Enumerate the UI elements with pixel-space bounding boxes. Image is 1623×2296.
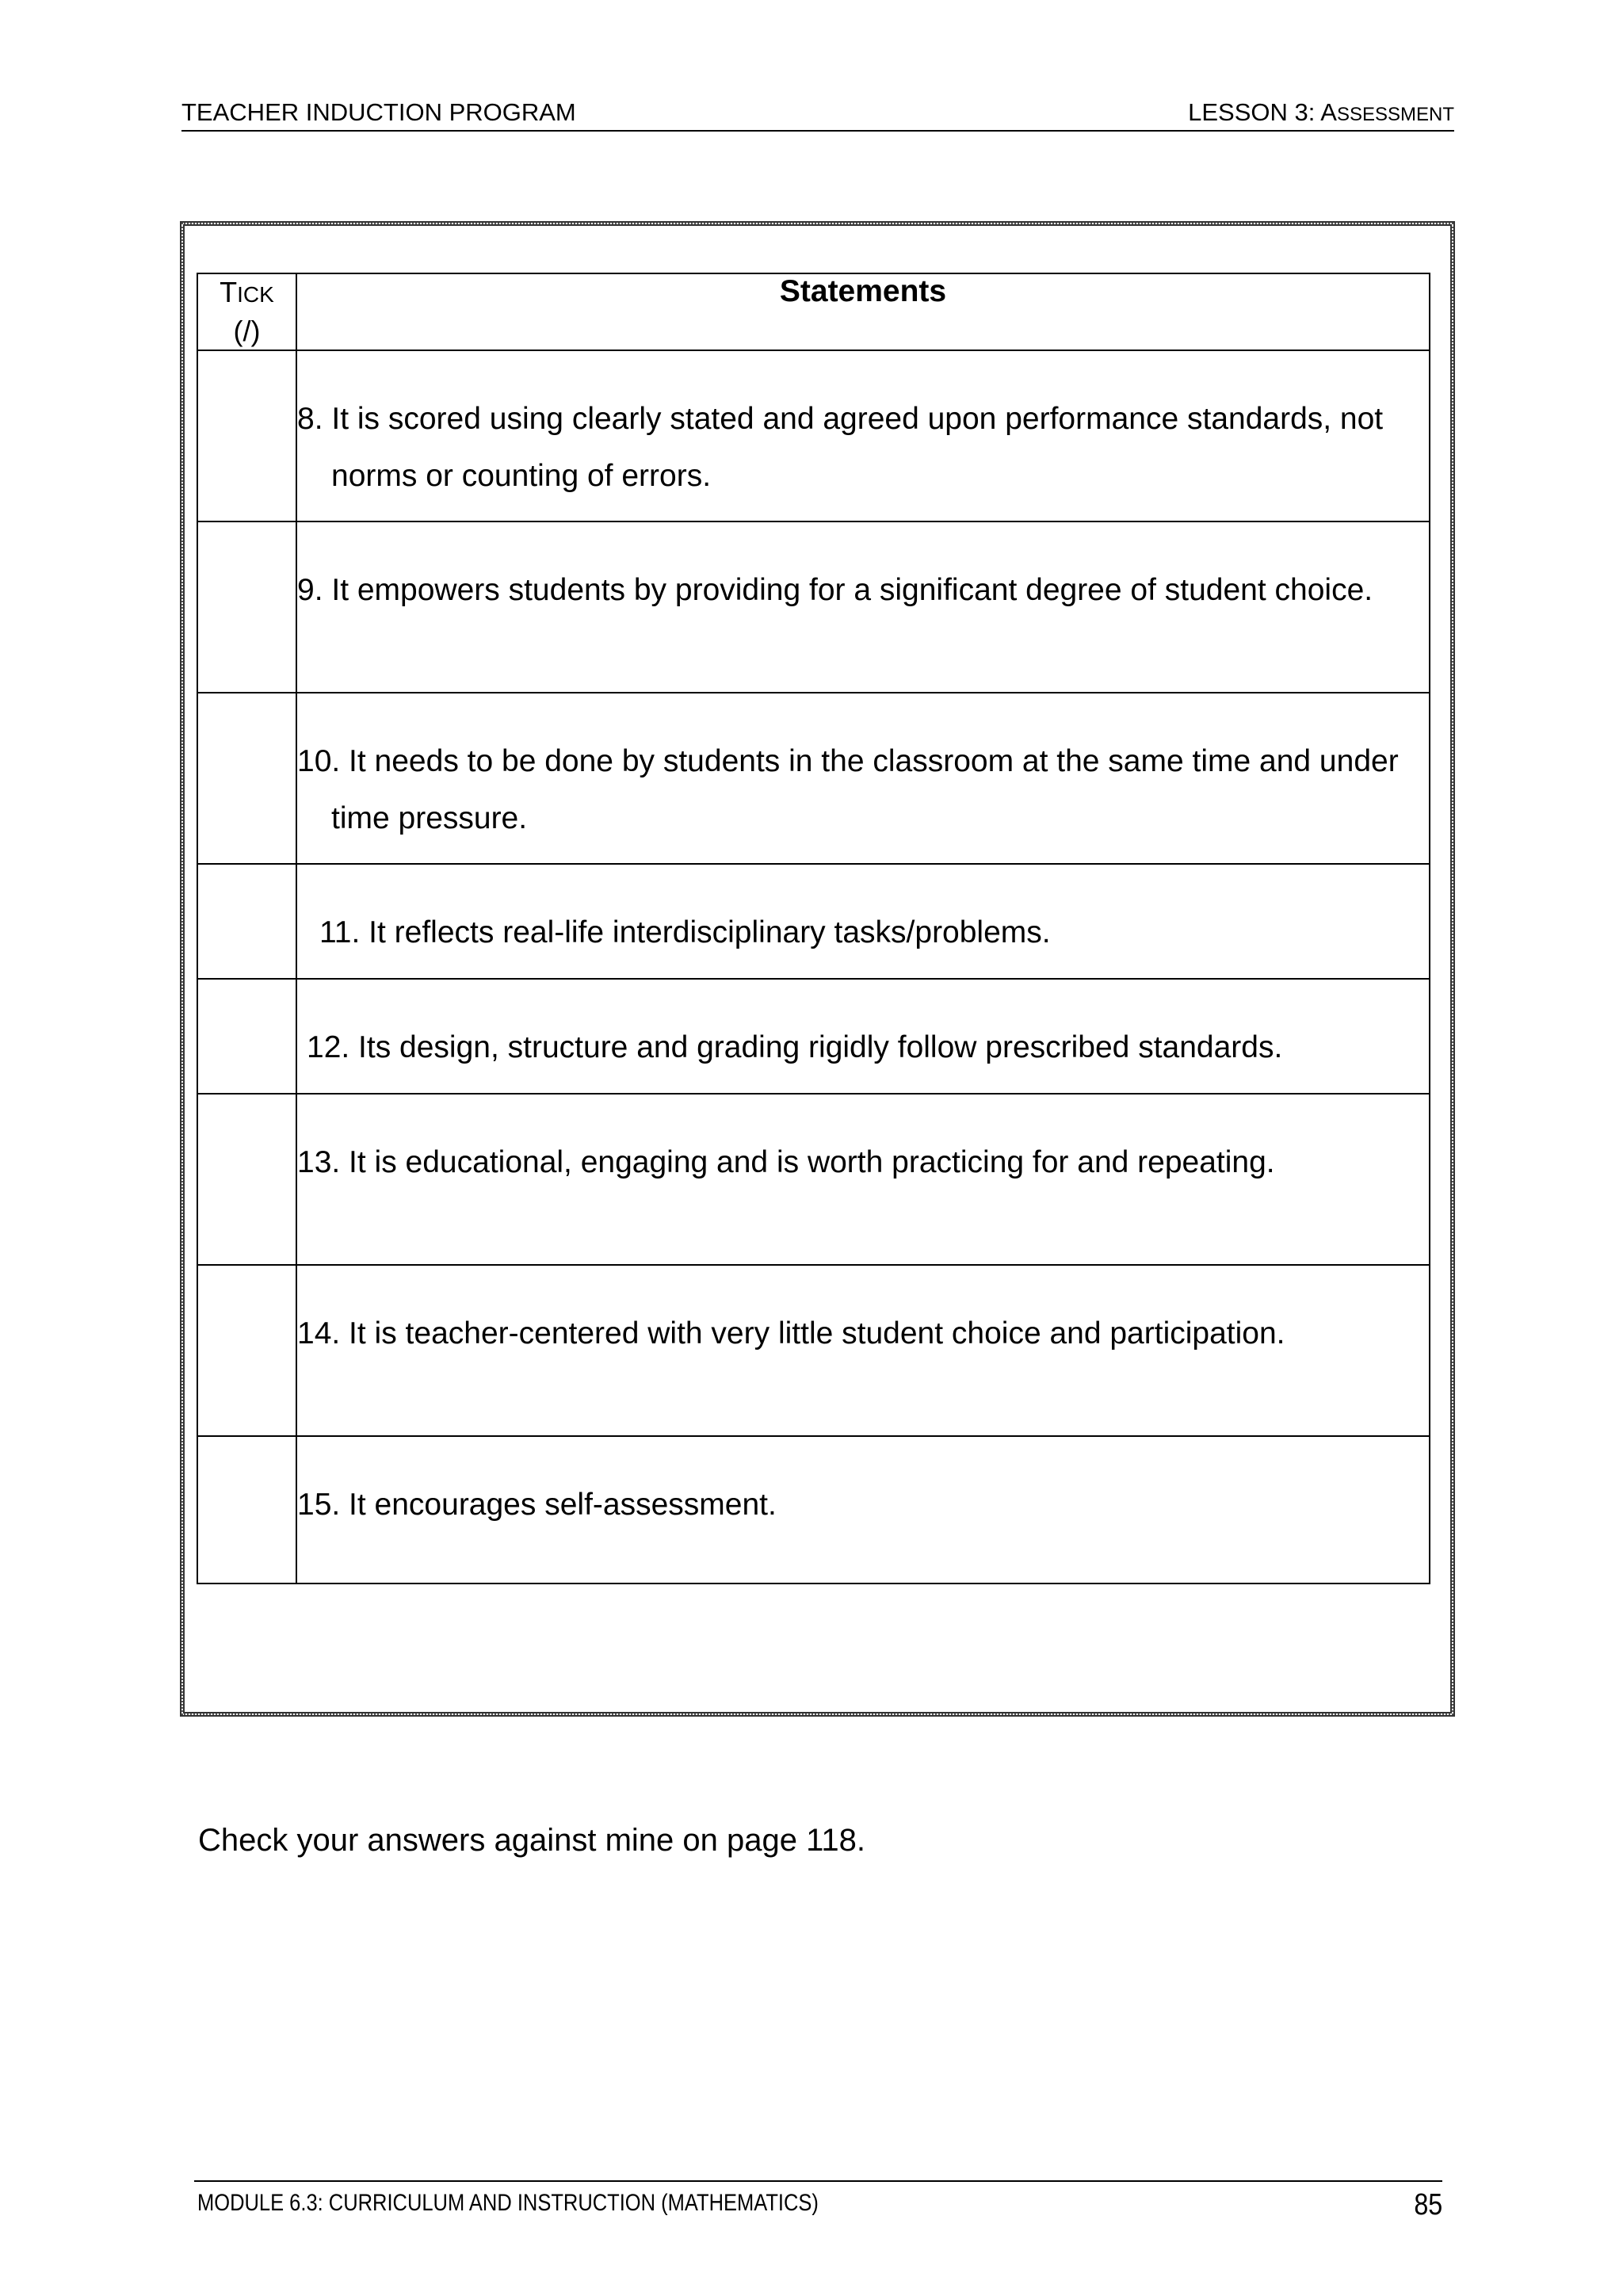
tick-head-smallcaps: ICK bbox=[237, 282, 274, 307]
tick-cell-10[interactable] bbox=[197, 693, 296, 864]
check-answers-note: Check your answers against mine on page 118. bbox=[198, 1823, 865, 1858]
tick-cell-12[interactable] bbox=[197, 979, 296, 1094]
statement-13: 13. It is educational, engaging and is worth practicing for and repeating. bbox=[296, 1094, 1430, 1265]
tick-cell-11[interactable] bbox=[197, 864, 296, 979]
statement-12: 12. Its design, structure and grading rigidly follow prescribed standards. bbox=[296, 979, 1430, 1094]
header-lesson-main: LESSON 3: A bbox=[1188, 98, 1337, 126]
statement-9: 9. It empowers students by providing for a significant degree of student choice. bbox=[296, 521, 1430, 693]
table-header-row bbox=[197, 273, 1430, 350]
page-footer bbox=[194, 2180, 1442, 2229]
tick-head-symbol: (/) bbox=[233, 315, 261, 347]
table-row bbox=[197, 979, 1430, 1094]
header-lesson-smallcaps: SSESSMENT bbox=[1336, 104, 1454, 125]
page-header bbox=[181, 98, 1454, 132]
table-row bbox=[197, 864, 1430, 979]
header-program-title: TEACHER INDUCTION PROGRAM bbox=[181, 98, 576, 126]
statement-14: 14. It is teacher-centered with very little student choice and participation. bbox=[296, 1265, 1430, 1436]
table-row bbox=[197, 350, 1430, 521]
statement-8: 8. It is scored using clearly stated and agreed upon performance standards, not norms or counting of errors. bbox=[296, 350, 1430, 521]
tick-head-main: T bbox=[220, 276, 238, 308]
table-row bbox=[197, 1265, 1430, 1436]
tick-cell-9[interactable] bbox=[197, 521, 296, 693]
page-number: 85 bbox=[1414, 2188, 1442, 2222]
tick-column-header bbox=[197, 273, 296, 350]
statements-table bbox=[197, 273, 1430, 1584]
statements-column-header: Statements bbox=[296, 273, 1430, 350]
footer-module-title: MODULE 6.3: CURRICULUM AND INSTRUCTION (MATHEMATICS) bbox=[197, 2190, 819, 2216]
statement-10: 10. It needs to be done by students in the classroom at the same time and under time pressure. bbox=[296, 693, 1430, 864]
header-lesson-title bbox=[1188, 98, 1454, 127]
table-row bbox=[197, 693, 1430, 864]
tick-cell-8[interactable] bbox=[197, 350, 296, 521]
table-row bbox=[197, 1436, 1430, 1584]
statement-11: 11. It reflects real-life interdisciplinary tasks/problems. bbox=[296, 864, 1430, 979]
tick-cell-13[interactable] bbox=[197, 1094, 296, 1265]
table-row bbox=[197, 521, 1430, 693]
statement-15: 15. It encourages self-assessment. bbox=[296, 1436, 1430, 1584]
tick-cell-14[interactable] bbox=[197, 1265, 296, 1436]
table-row bbox=[197, 1094, 1430, 1265]
tick-cell-15[interactable] bbox=[197, 1436, 296, 1584]
